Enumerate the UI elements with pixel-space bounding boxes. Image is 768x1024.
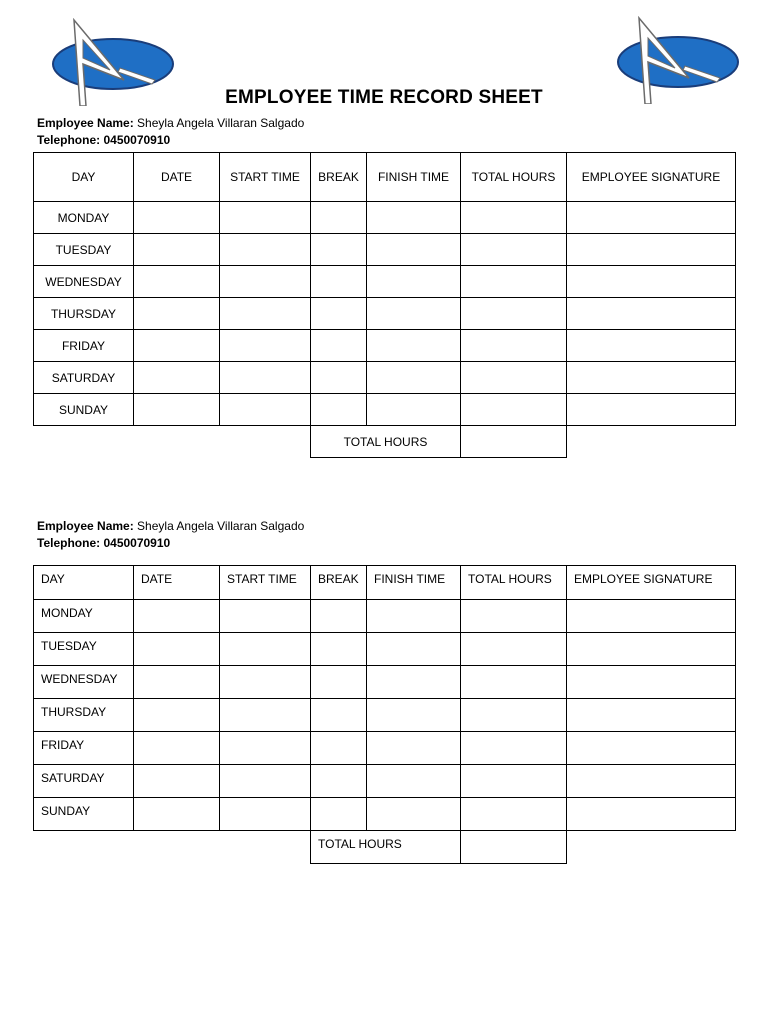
- signature-cell[interactable]: [567, 298, 736, 330]
- date-cell[interactable]: [134, 666, 220, 699]
- total-hours-label: TOTAL HOURS: [311, 426, 461, 458]
- total-row: [34, 426, 736, 458]
- date-cell[interactable]: [134, 600, 220, 633]
- finish-time-cell[interactable]: [367, 362, 461, 394]
- total-hours-cell[interactable]: [461, 202, 567, 234]
- total-hours-value-cell[interactable]: [461, 426, 567, 458]
- start-time-cell[interactable]: [220, 298, 311, 330]
- header-date: DATE: [134, 566, 220, 600]
- break-cell[interactable]: [311, 362, 367, 394]
- signature-cell[interactable]: [567, 666, 736, 699]
- start-time-cell[interactable]: [220, 798, 311, 831]
- signature-cell[interactable]: [567, 234, 736, 266]
- signature-cell[interactable]: [567, 600, 736, 633]
- total-row: [34, 831, 736, 864]
- finish-time-cell[interactable]: [367, 699, 461, 732]
- break-cell[interactable]: [311, 202, 367, 234]
- date-cell[interactable]: [134, 362, 220, 394]
- date-cell[interactable]: [134, 765, 220, 798]
- finish-time-cell[interactable]: [367, 202, 461, 234]
- date-cell[interactable]: [134, 633, 220, 666]
- break-cell[interactable]: [311, 600, 367, 633]
- table-row: [34, 798, 736, 831]
- day-cell: SUNDAY: [34, 394, 134, 426]
- header-date: DATE: [134, 153, 220, 202]
- start-time-cell[interactable]: [220, 666, 311, 699]
- employee-info-2: [37, 518, 304, 552]
- total-hours-cell[interactable]: [461, 798, 567, 831]
- start-time-cell[interactable]: [220, 633, 311, 666]
- signature-cell[interactable]: [567, 330, 736, 362]
- employee-name-label: Employee Name:: [37, 519, 134, 533]
- finish-time-cell[interactable]: [367, 798, 461, 831]
- telephone-value: 0450070910: [103, 536, 171, 550]
- employee-info-1: [37, 115, 304, 149]
- table-row: [34, 732, 736, 765]
- start-time-cell[interactable]: [220, 202, 311, 234]
- total-hours-cell[interactable]: [461, 266, 567, 298]
- employee-name-value: Sheyla Angela Villaran Salgado: [137, 519, 305, 533]
- header-break: BREAK: [311, 153, 367, 202]
- table-row: [34, 202, 736, 234]
- time-record-table-1: [33, 152, 736, 458]
- break-cell[interactable]: [311, 732, 367, 765]
- table-row: [34, 394, 736, 426]
- total-row-spacer: [567, 426, 736, 458]
- date-cell[interactable]: [134, 298, 220, 330]
- date-cell[interactable]: [134, 699, 220, 732]
- signature-cell[interactable]: [567, 266, 736, 298]
- signature-cell[interactable]: [567, 765, 736, 798]
- start-time-cell[interactable]: [220, 600, 311, 633]
- day-cell: FRIDAY: [34, 732, 134, 765]
- day-cell: MONDAY: [34, 600, 134, 633]
- total-hours-cell[interactable]: [461, 600, 567, 633]
- header-start-time: START TIME: [220, 566, 311, 600]
- finish-time-cell[interactable]: [367, 330, 461, 362]
- break-cell[interactable]: [311, 330, 367, 362]
- employee-name-value: Sheyla Angela Villaran Salgado: [137, 116, 305, 130]
- day-cell: TUESDAY: [34, 633, 134, 666]
- signature-cell[interactable]: [567, 699, 736, 732]
- header-start-time: START TIME: [220, 153, 311, 202]
- page-title: EMPLOYEE TIME RECORD SHEET: [225, 87, 543, 108]
- finish-time-cell[interactable]: [367, 666, 461, 699]
- date-cell[interactable]: [134, 234, 220, 266]
- start-time-cell[interactable]: [220, 765, 311, 798]
- total-hours-label: TOTAL HOURS: [311, 831, 461, 864]
- total-hours-cell[interactable]: [461, 666, 567, 699]
- day-cell: FRIDAY: [34, 330, 134, 362]
- finish-time-cell[interactable]: [367, 234, 461, 266]
- table-row: [34, 266, 736, 298]
- header-total-hours: TOTAL HOURS: [461, 153, 567, 202]
- table-row: [34, 234, 736, 266]
- time-record-table-2: [33, 565, 736, 864]
- signature-cell[interactable]: [567, 202, 736, 234]
- day-cell: THURSDAY: [34, 699, 134, 732]
- break-cell[interactable]: [311, 234, 367, 266]
- signature-cell[interactable]: [567, 362, 736, 394]
- total-hours-cell[interactable]: [461, 732, 567, 765]
- day-cell: SATURDAY: [34, 765, 134, 798]
- total-row-spacer: [567, 831, 736, 864]
- total-hours-cell[interactable]: [461, 298, 567, 330]
- start-time-cell[interactable]: [220, 394, 311, 426]
- table-row: [34, 666, 736, 699]
- date-cell[interactable]: [134, 202, 220, 234]
- signature-cell[interactable]: [567, 633, 736, 666]
- break-cell[interactable]: [311, 298, 367, 330]
- start-time-cell[interactable]: [220, 732, 311, 765]
- total-hours-cell[interactable]: [461, 330, 567, 362]
- finish-time-cell[interactable]: [367, 633, 461, 666]
- table-row: [34, 765, 736, 798]
- header-day: DAY: [34, 153, 134, 202]
- header-finish-time: FINISH TIME: [367, 153, 461, 202]
- telephone-value: 0450070910: [103, 133, 171, 147]
- finish-time-cell[interactable]: [367, 394, 461, 426]
- day-cell: TUESDAY: [34, 234, 134, 266]
- table-header-row: [34, 153, 736, 202]
- telephone-label: Telephone:: [37, 133, 101, 147]
- break-cell[interactable]: [311, 394, 367, 426]
- break-cell[interactable]: [311, 798, 367, 831]
- telephone-label: Telephone:: [37, 536, 101, 550]
- start-time-cell[interactable]: [220, 699, 311, 732]
- header-total-hours: TOTAL HOURS: [461, 566, 567, 600]
- day-cell: MONDAY: [34, 202, 134, 234]
- header-employee-signature: EMPLOYEE SIGNATURE: [567, 153, 736, 202]
- total-row-spacer: [34, 831, 311, 864]
- header-break: BREAK: [311, 566, 367, 600]
- total-hours-cell[interactable]: [461, 699, 567, 732]
- start-time-cell[interactable]: [220, 362, 311, 394]
- day-cell: WEDNESDAY: [34, 266, 134, 298]
- total-row-spacer: [34, 426, 311, 458]
- day-cell: WEDNESDAY: [34, 666, 134, 699]
- date-cell[interactable]: [134, 266, 220, 298]
- total-hours-value-cell[interactable]: [461, 831, 567, 864]
- header-day: DAY: [34, 566, 134, 600]
- header-finish-time: FINISH TIME: [367, 566, 461, 600]
- header-employee-signature: EMPLOYEE SIGNATURE: [567, 566, 736, 600]
- signature-cell[interactable]: [567, 732, 736, 765]
- break-cell[interactable]: [311, 666, 367, 699]
- table-row: [34, 600, 736, 633]
- total-hours-cell[interactable]: [461, 362, 567, 394]
- total-hours-cell[interactable]: [461, 633, 567, 666]
- break-cell[interactable]: [311, 699, 367, 732]
- finish-time-cell[interactable]: [367, 765, 461, 798]
- break-cell[interactable]: [311, 633, 367, 666]
- start-time-cell[interactable]: [220, 330, 311, 362]
- finish-time-cell[interactable]: [367, 266, 461, 298]
- day-cell: SATURDAY: [34, 362, 134, 394]
- date-cell[interactable]: [134, 330, 220, 362]
- finish-time-cell[interactable]: [367, 732, 461, 765]
- table-header-row: [34, 566, 736, 600]
- table-row: [34, 633, 736, 666]
- signature-cell[interactable]: [567, 798, 736, 831]
- table-row: [34, 699, 736, 732]
- date-cell[interactable]: [134, 394, 220, 426]
- finish-time-cell[interactable]: [367, 298, 461, 330]
- table-row: [34, 330, 736, 362]
- finish-time-cell[interactable]: [367, 600, 461, 633]
- date-cell[interactable]: [134, 732, 220, 765]
- break-cell[interactable]: [311, 266, 367, 298]
- total-hours-cell[interactable]: [461, 234, 567, 266]
- table-row: [34, 362, 736, 394]
- signature-cell[interactable]: [567, 394, 736, 426]
- total-hours-cell[interactable]: [461, 394, 567, 426]
- table-row: [34, 298, 736, 330]
- day-cell: SUNDAY: [34, 798, 134, 831]
- break-cell[interactable]: [311, 765, 367, 798]
- total-hours-cell[interactable]: [461, 765, 567, 798]
- date-cell[interactable]: [134, 798, 220, 831]
- start-time-cell[interactable]: [220, 266, 311, 298]
- start-time-cell[interactable]: [220, 234, 311, 266]
- employee-name-label: Employee Name:: [37, 116, 134, 130]
- day-cell: THURSDAY: [34, 298, 134, 330]
